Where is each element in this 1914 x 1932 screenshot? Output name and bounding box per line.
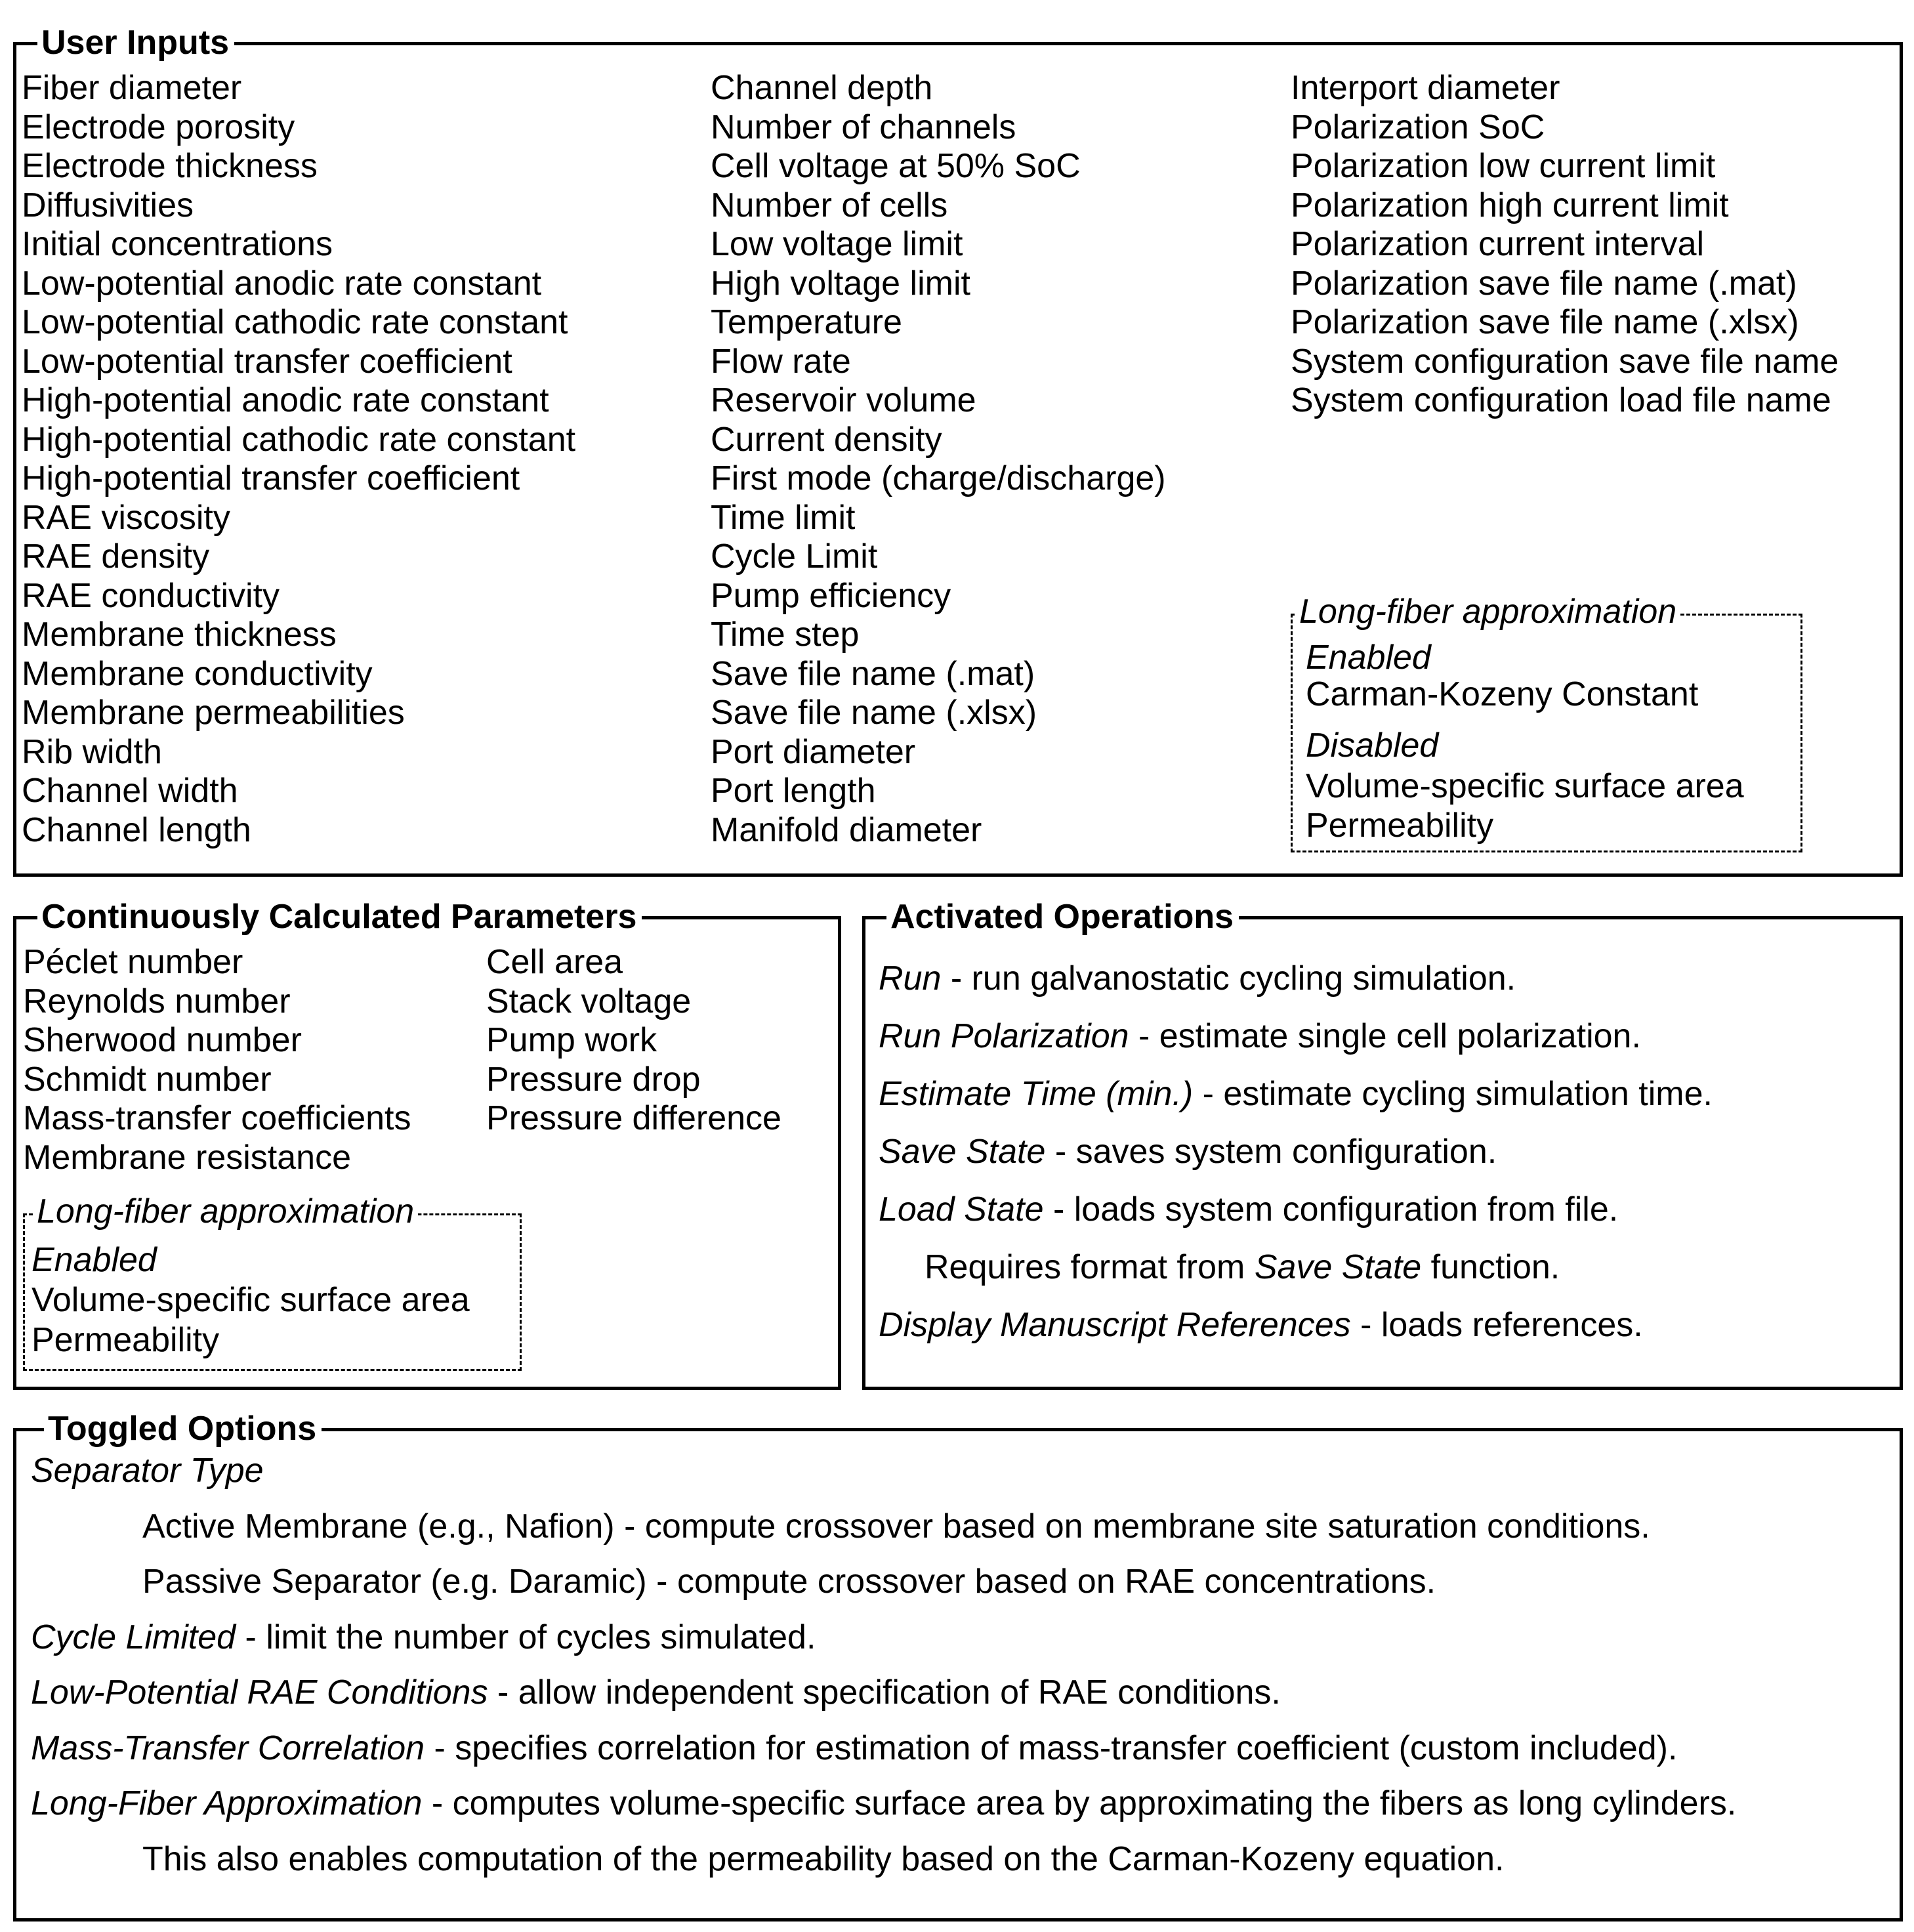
list-item: High voltage limit [711,264,970,303]
list-item: Membrane permeabilities [22,694,405,732]
list-item: Low voltage limit [711,225,963,263]
corner-tick [13,916,33,919]
list-item: Permeability [1306,807,1494,845]
long-fiber-title: Long-fiber approximation [1295,592,1680,631]
list-item: Rib width [22,732,162,771]
list-item: RAE viscosity [22,498,230,537]
list-item: Stack voltage [486,982,692,1020]
list-item: Manifold diameter [711,810,982,849]
corner-tick [862,916,882,919]
list-item: Low-potential cathodic rate constant [22,303,568,341]
list-item: Low-potential anodic rate constant [22,264,542,303]
list-item: Cell area [486,943,623,981]
list-item: First mode (charge/discharge) [711,459,1166,497]
list-item: Channel length [22,810,251,849]
list-item: Membrane resistance [23,1138,351,1177]
list-item: Flow rate [711,342,851,381]
list-item: Reservoir volume [711,381,976,419]
list-item: Channel depth [711,69,933,107]
separator-active: Active Membrane (e.g., Nafion) - compute crossover based on membrane site saturation conditions. [142,1507,1650,1545]
long-fiber-box-inputs [1291,593,1802,852]
list-item: Electrode porosity [22,108,295,146]
list-item: Membrane thickness [22,616,337,654]
list-item: Low-potential transfer coefficient [22,342,512,381]
list-item: Channel width [22,772,238,810]
operations-title: Activated Operations [886,897,1239,936]
list-item: Permeability [31,1321,220,1359]
list-item: High-potential cathodic rate constant [22,420,576,459]
toggle-low-potential-rae: Low-Potential RAE Conditions - allow independent specification of RAE conditions. [31,1673,1281,1712]
separator-passive: Passive Separator (e.g. Daramic) - compute crossover based on RAE concentrations. [142,1563,1436,1601]
list-item: Polarization save file name (.mat) [1291,264,1797,303]
list-item: Pump work [486,1021,657,1059]
list-item: Schmidt number [23,1060,272,1099]
list-item: Pump efficiency [711,576,951,615]
corner-tick [13,1428,33,1431]
list-item: Pressure difference [486,1099,781,1137]
user-inputs-title: User Inputs [37,23,234,62]
list-item: Initial concentrations [22,225,333,263]
list-item: Cycle Limit [711,537,878,576]
toggled-title: Toggled Options [44,1409,322,1448]
operation-load-state: Load State - loads system configuration from file. [879,1190,1619,1228]
list-item: Carman-Kozeny Constant [1306,675,1699,713]
continuous-col2 [486,943,781,1139]
list-item: Polarization low current limit [1291,147,1716,185]
list-item: High-potential anodic rate constant [22,381,549,419]
enabled-label: Enabled [31,1241,157,1279]
list-item: RAE conductivity [22,576,280,615]
list-item: Cell voltage at 50% SoC [711,147,1081,185]
list-item: RAE density [22,537,210,576]
list-item: Save file name (.xlsx) [711,694,1037,732]
continuous-title: Continuously Calculated Parameters [37,897,642,936]
list-item: High-potential transfer coefficient [22,459,520,497]
list-item: Fiber diameter [22,69,242,107]
list-item: Polarization SoC [1291,108,1545,146]
list-item: Reynolds number [23,982,291,1020]
list-item: Time step [711,616,860,654]
operation-save-state: Save State - saves system configuration. [879,1133,1497,1171]
list-item: Current density [711,420,942,459]
list-item: Temperature [711,303,902,341]
operation-references: Display Manuscript References - loads references. [879,1306,1643,1344]
operations-list [879,950,1713,1354]
continuous-col1 [23,943,411,1177]
operation-run: Run - run galvanostatic cycling simulation. [879,959,1516,998]
long-fiber-title: Long-fiber approximation [33,1192,418,1231]
toggle-cycle-limited: Cycle Limited - limit the number of cycles simulated. [31,1618,816,1656]
list-item: Number of cells [711,186,948,224]
list-item: Save file name (.mat) [711,654,1035,693]
operations-panel [862,898,1903,1390]
list-item: Time limit [711,498,856,537]
list-item: Diffusivities [22,186,194,224]
list-item: System configuration save file name [1291,342,1839,381]
operation-note: Requires format from Save State function. [925,1248,1560,1286]
toggled-panel [13,1410,1903,1922]
long-fiber-list [1306,638,1744,845]
list-item: Volume-specific surface area [1306,767,1744,805]
user-inputs-col3 [1291,69,1839,421]
user-inputs-col2 [711,69,1166,850]
toggled-list [31,1443,1736,1887]
user-inputs-col1 [22,69,575,850]
toggle-long-fiber: Long-Fiber Approximation - computes volume-specific surface area by approximating the fibers as long cylinders. [31,1784,1737,1822]
list-item: Sherwood number [23,1021,302,1059]
user-inputs-panel [13,24,1903,877]
list-item: Port diameter [711,732,916,771]
enabled-label: Enabled [1306,639,1431,677]
list-item: Port length [711,772,876,810]
list-item: Pressure drop [486,1060,701,1099]
separator-type-label: Separator Type [31,1452,264,1490]
continuous-panel [13,898,841,1390]
list-item: Mass-transfer coefficients [23,1099,411,1137]
list-item: Electrode thickness [22,147,318,185]
long-fiber-list [31,1240,470,1360]
list-item: System configuration load file name [1291,381,1831,419]
list-item: Polarization current interval [1291,225,1705,263]
disabled-label: Disabled [1306,726,1439,765]
list-item: Volume-specific surface area [31,1281,470,1319]
list-item: Polarization high current limit [1291,186,1729,224]
toggle-long-fiber-note: This also enables computation of the permeability based on the Carman-Kozeny equation. [142,1839,1505,1878]
toggle-mass-transfer: Mass-Transfer Correlation - specifies correlation for estimation of mass-transfer coefficient (custom included). [31,1729,1678,1767]
corner-tick [13,42,33,45]
operation-estimate-time: Estimate Time (min.) - estimate cycling simulation time. [879,1075,1713,1113]
list-item: Membrane conductivity [22,654,373,693]
list-item: Number of channels [711,108,1016,146]
operation-run-polarization: Run Polarization - estimate single cell polarization. [879,1017,1641,1055]
list-item: Péclet number [23,943,243,981]
list-item: Interport diameter [1291,69,1560,107]
list-item: Polarization save file name (.xlsx) [1291,303,1799,341]
long-fiber-box-continuous [23,1192,522,1371]
